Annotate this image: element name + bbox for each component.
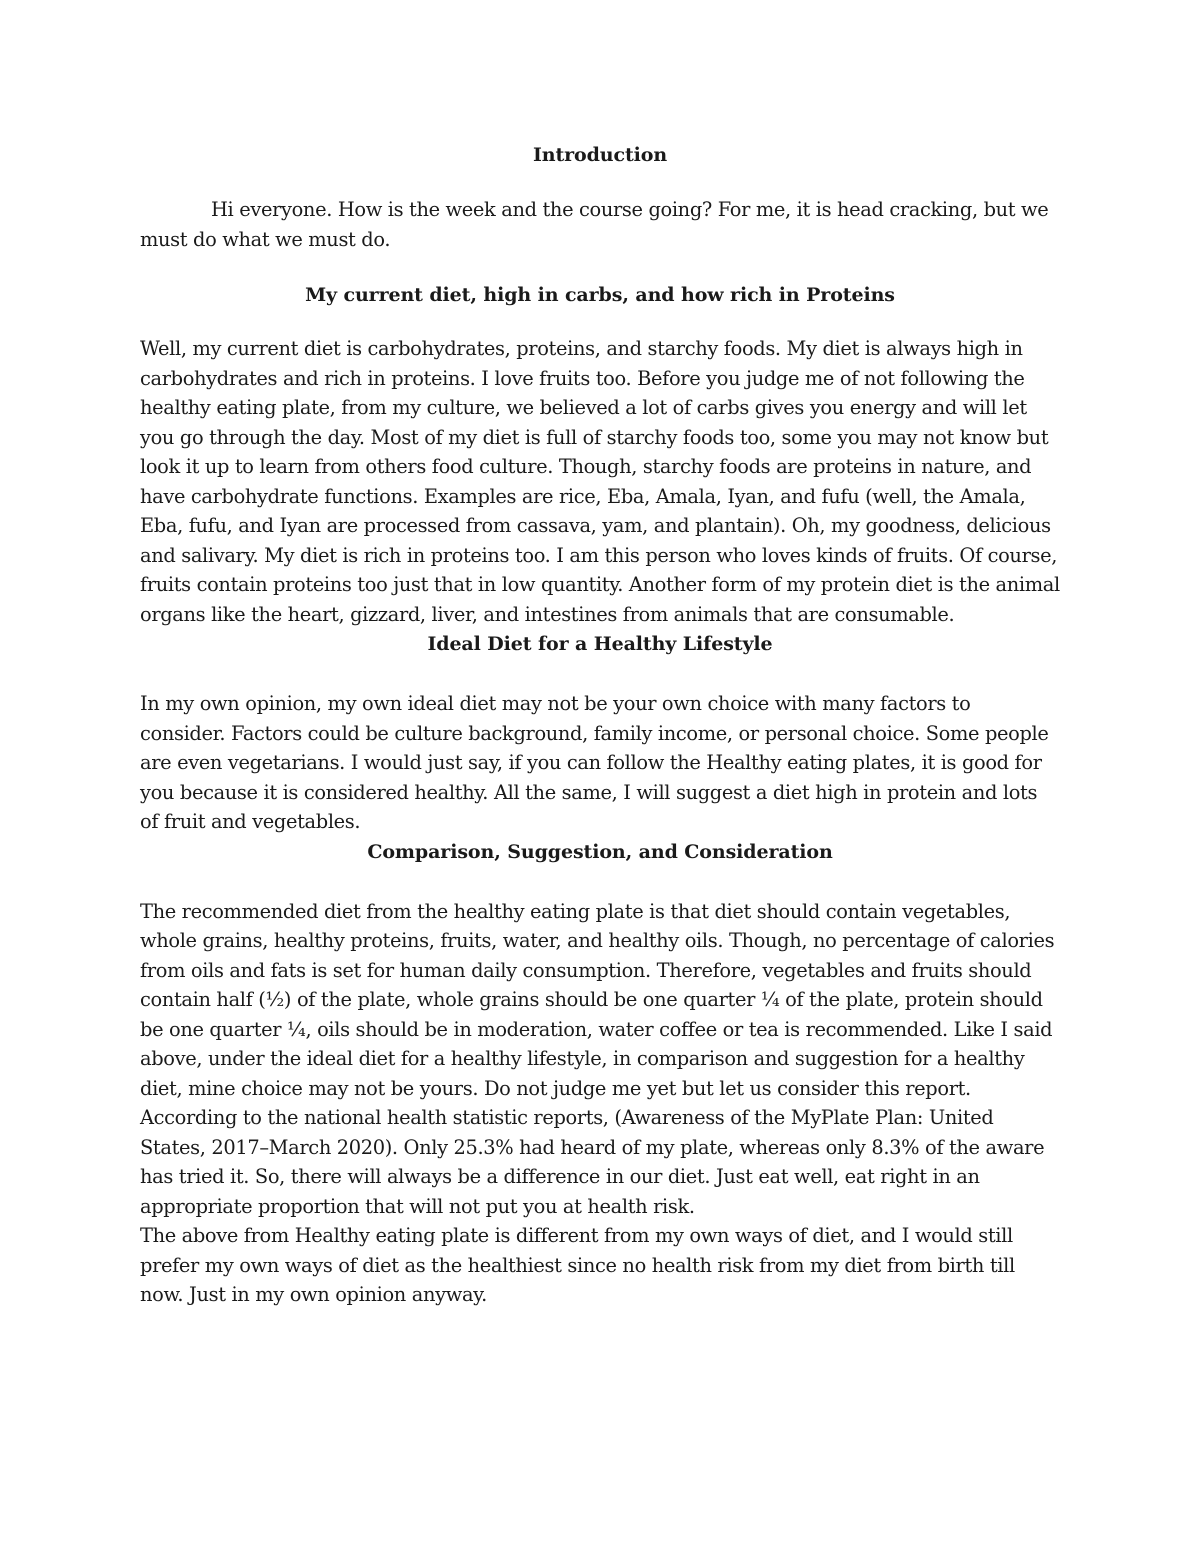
comparison-paragraph: The recommended diet from the healthy eating plate is that diet should contain vegetables, whole grains, healthy proteins, fruits, water, and healthy oils. Though, no percentage of calories from oils and fats is set for human daily consumption. Therefore, vegetables and fruits should contain half (½) of the plate, whole grains should be one quarter ¼ of the plate, protein should be one quarter ¼, oils should be in moderation, water coffee or tea is recommended. Like I said above, under the ideal diet for a healthy lifestyle, in comparison and suggestion for a healthy diet, mine choice may not be yours. Do not judge me yet but let us consider this report. According to the national health statistic reports, (Awareness of the MyPlate Plan: United States, 2017–March 2020). Only 25.3% had heard of my plate, whereas only 8.3% of the aware has tried it. So, there will always be a difference in our diet. Just eat well, eat right in an appropriate proportion that will not put you at health risk.: [140, 899, 1055, 1218]
comparison-heading: Comparison, Suggestion, and Consideration: [367, 840, 833, 863]
document-page: [140, 140, 1060, 1310]
ideal-diet-heading: Ideal Diet for a Healthy Lifestyle: [427, 633, 773, 655]
intro-paragraph: Hi everyone. How is the week and the course going? For me, it is head cracking, but we must do what we must do.: [140, 198, 1049, 251]
intro-heading: Introduction: [532, 144, 668, 166]
current-diet-heading: My current diet, high in carbs, and how rich in Proteins: [305, 284, 895, 306]
current-diet-paragraph: Well, my current diet is carbohydrates, proteins, and starchy foods. My diet is always high in carbohydrates and rich in proteins. I love fruits too. Before you judge me of not following the healthy eating plate, from my culture, we believed a lot of carbs gives you energy and will let you go through the day. Most of my diet is full of starchy foods too, some you may not know but look it up to learn from others food culture. Though, starchy foods are proteins in nature, and have carbohydrate functions. Examples are rice, Eba, Amala, Iyan, and fufu (well, the Amala, Eba, fufu, and Iyan are processed from cassava, yam, and plantain). Oh, my goodness, delicious and salivary. My diet is rich in proteins too. I am this person who loves kinds of fruits. Of course, fruits contain proteins too just that in low quantity. Another form of my protein diet is the animal organs like the heart, gizzard, liver, and intestines from animals that are consumable.: [140, 337, 1060, 626]
ideal-diet-paragraph: In my own opinion, my own ideal diet may not be your own choice with many factors to consider. Factors could be culture background, family income, or personal choice. Some people are even vegetarians. I would just say, if you can follow the Healthy eating plates, it is good for you because it is considered healthy. All the same, I will suggest a diet high in protein and lots of fruit and vegetables.: [140, 692, 1049, 833]
closing-paragraph: The above from Healthy eating plate is different from my own ways of diet, and I would still prefer my own ways of diet as the healthiest since no health risk from my diet from birth till now. Just in my own opinion anyway.: [140, 1224, 1015, 1306]
